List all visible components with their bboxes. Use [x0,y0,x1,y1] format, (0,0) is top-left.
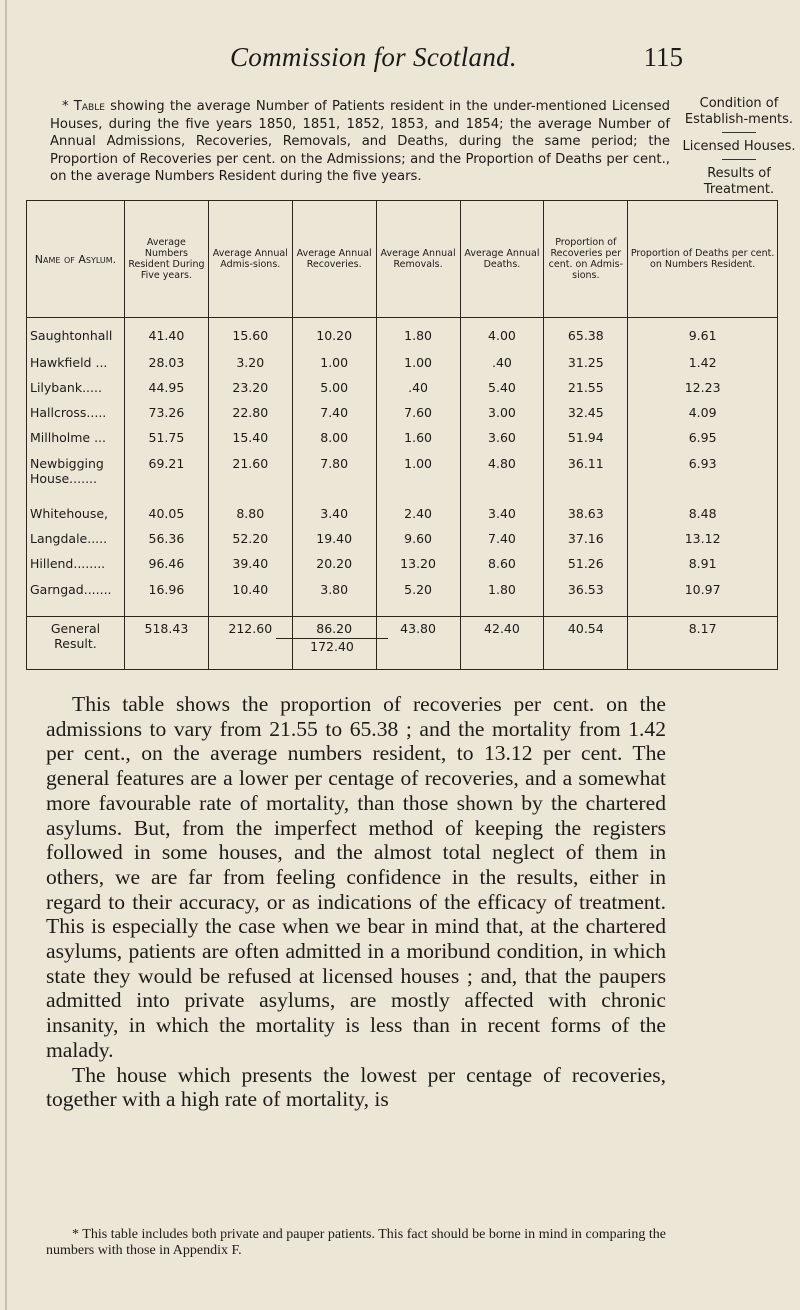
cell-admissions: 10.40 [208,582,292,607]
margin-note-condition: Condition of Establish-ments. [684,96,794,127]
cell-resident: 16.96 [124,582,208,607]
cell-recoveries: 3.40 [292,506,376,531]
cell-recoveries: 19.40 [292,531,376,556]
cell-resident: 69.21 [124,456,208,506]
cell-admissions: 23.20 [208,380,292,405]
cell-removals: 1.60 [376,430,460,455]
cell-recovery-proportion: 21.55 [544,380,628,405]
col-header-recovery-proportion: Proportion of Recoveries per cent. on Admis-sions. [544,201,628,318]
cell-admissions: 8.80 [208,506,292,531]
table-row [27,456,778,506]
cell-recoveries: 7.80 [292,456,376,506]
cell-admissions: 21.60 [208,456,292,506]
cell-name: Hallcross..... [27,405,125,430]
col-header-removals: Average Annual Removals. [376,201,460,318]
cell-name: Saughtonhall [27,326,125,355]
page-number: 115 [643,42,683,72]
general-resident: 518.43 [124,617,208,670]
col-header-admissions: Average Annual Admis-sions. [208,201,292,318]
cell-admissions: 15.40 [208,430,292,455]
asylum-statistics-table [26,200,778,670]
cell-name: Newbigging House....... [27,456,125,506]
cell-recovery-proportion: 51.94 [544,430,628,455]
cell-resident: 51.75 [124,430,208,455]
cell-recovery-proportion: 51.26 [544,556,628,581]
table-row [27,582,778,607]
table-header-row [27,201,778,318]
spacer-row [27,318,778,327]
general-recoveries: 86.20 [292,617,376,670]
caption-marker: * Table [62,99,105,114]
margin-rule [722,132,756,133]
cell-deaths: 3.40 [460,506,544,531]
cell-name: Garngad....... [27,582,125,607]
cell-resident: 28.03 [124,355,208,380]
col-header-resident: Average Numbers Resident During Five years. [124,201,208,318]
general-deaths: 42.40 [460,617,544,670]
cell-recovery-proportion: 36.53 [544,582,628,607]
cell-recoveries: 3.80 [292,582,376,607]
cell-name: Whitehouse, [27,506,125,531]
cell-death-proportion: 1.42 [628,355,778,380]
cell-deaths: 3.00 [460,405,544,430]
general-name: General Result. [27,617,125,670]
body-text [46,692,666,1112]
cell-deaths: 8.60 [460,556,544,581]
cell-removals: 9.60 [376,531,460,556]
cell-name: Hillend........ [27,556,125,581]
table-row [27,531,778,556]
col-header-death-proportion: Proportion of Deaths per cent. on Numbers Resident. [628,201,778,318]
cell-recoveries: 1.00 [292,355,376,380]
table-row [27,506,778,531]
cell-recoveries: 8.00 [292,430,376,455]
cell-deaths: 1.80 [460,582,544,607]
cell-recovery-proportion: 32.45 [544,405,628,430]
cell-recoveries: 20.20 [292,556,376,581]
table-row [27,355,778,380]
cell-removals: 7.60 [376,405,460,430]
cell-resident: 96.46 [124,556,208,581]
general-result-row [27,617,778,670]
cell-name: Hawkfield ... [27,355,125,380]
cell-removals: .40 [376,380,460,405]
footnote: * This table includes both private and pauper patients. This fact should be borne in mind in comparing the numbers with those in Appendix F. [46,1227,666,1258]
combined-total: 172.40 [276,638,388,659]
cell-removals: 1.00 [376,355,460,380]
cell-death-proportion: 8.91 [628,556,778,581]
cell-death-proportion: 10.97 [628,582,778,607]
running-header [205,42,685,72]
cell-recoveries: 7.40 [292,405,376,430]
cell-name: Langdale..... [27,531,125,556]
cell-deaths: 7.40 [460,531,544,556]
cell-recoveries: 5.00 [292,380,376,405]
page-edge [5,0,7,1310]
cell-recovery-proportion: 37.16 [544,531,628,556]
general-removals: 43.80 [376,617,460,670]
cell-death-proportion: 8.48 [628,506,778,531]
cell-recovery-proportion: 36.11 [544,456,628,506]
table-row [27,326,778,355]
cell-admissions: 15.60 [208,326,292,355]
body-paragraph: This table shows the proportion of recoveries per cent. on the admissions to vary from 21.55 to 65.38 ; and the mortality from 1.42 per cent., on the average numbers resident, to 13.12 per cent. The general features are a lower per centage of recoveries, and a somewhat more favourable rate of mortality, than those shown by the chartered asylums. But, from the imperfect method of keeping the registers followed in some houses, and the almost total neglect of them in others, we are far from feeling confidence in the results, either in regard to their accuracy, or as indications of the efficacy of treatment. This is especially the case when we bear in mind that, at the chartered asylums, patients are often admitted in a moribund condition, in which state they would be refused at licensed houses ; and, that the paupers admitted into private asylums, are mostly affected with chronic insanity, in which the mortality is less than in recent forms of the malady. [46,692,666,1062]
cell-recovery-proportion: 38.63 [544,506,628,531]
cell-admissions: 52.20 [208,531,292,556]
table-row [27,380,778,405]
general-admissions: 212.60 [208,617,292,670]
cell-admissions: 3.20 [208,355,292,380]
cell-removals: 13.20 [376,556,460,581]
table-caption [50,98,670,186]
col-header-deaths: Average Annual Deaths. [460,201,544,318]
cell-recoveries: 10.20 [292,326,376,355]
general-death-proportion: 8.17 [628,617,778,670]
cell-death-proportion: 12.23 [628,380,778,405]
cell-admissions: 22.80 [208,405,292,430]
margin-note-licensed: Licensed Houses. [682,139,796,154]
cell-deaths: 4.80 [460,456,544,506]
cell-resident: 40.05 [124,506,208,531]
running-title: Commission for Scotland. [230,42,517,72]
general-recovery-proportion: 40.54 [544,617,628,670]
cell-admissions: 39.40 [208,556,292,581]
cell-name: Millholme ... [27,430,125,455]
margin-rule [722,159,756,160]
cell-death-proportion: 9.61 [628,326,778,355]
table-row [27,405,778,430]
cell-deaths: 5.40 [460,380,544,405]
cell-deaths: .40 [460,355,544,380]
table-row [27,556,778,581]
margin-note-results: Results of Treatment. [703,166,775,197]
cell-removals: 1.00 [376,456,460,506]
body-paragraph: The house which presents the lowest per centage of recoveries, together with a high rate of mortality, is [46,1062,666,1112]
cell-death-proportion: 4.09 [628,405,778,430]
cell-resident: 73.26 [124,405,208,430]
cell-removals: 2.40 [376,506,460,531]
cell-recovery-proportion: 31.25 [544,355,628,380]
cell-resident: 56.36 [124,531,208,556]
margin-notes [680,96,798,198]
cell-resident: 41.40 [124,326,208,355]
table-row [27,430,778,455]
col-header-recoveries: Average Annual Recoveries. [292,201,376,318]
cell-recovery-proportion: 65.38 [544,326,628,355]
cell-deaths: 4.00 [460,326,544,355]
caption-text: showing the average Number of Patients resident in the under-mentioned Licensed Houses, during the five years 1850, 1851, 1852, 1853, and 1854; the average Number of Annual Admissions, Recoveries, Removals, and Deaths, during the same period; the Proportion of Recoveries per cent. on the Admissions; and the Proportion of Deaths per cent., on the average Numbers Resident during the five years. [50,99,670,184]
cell-resident: 44.95 [124,380,208,405]
cell-removals: 1.80 [376,326,460,355]
cell-death-proportion: 13.12 [628,531,778,556]
cell-death-proportion: 6.95 [628,430,778,455]
cell-name: Lilybank..... [27,380,125,405]
cell-deaths: 3.60 [460,430,544,455]
cell-removals: 5.20 [376,582,460,607]
cell-death-proportion: 6.93 [628,456,778,506]
spacer-row [27,607,778,617]
col-header-name: Name of Asylum. [27,201,125,318]
